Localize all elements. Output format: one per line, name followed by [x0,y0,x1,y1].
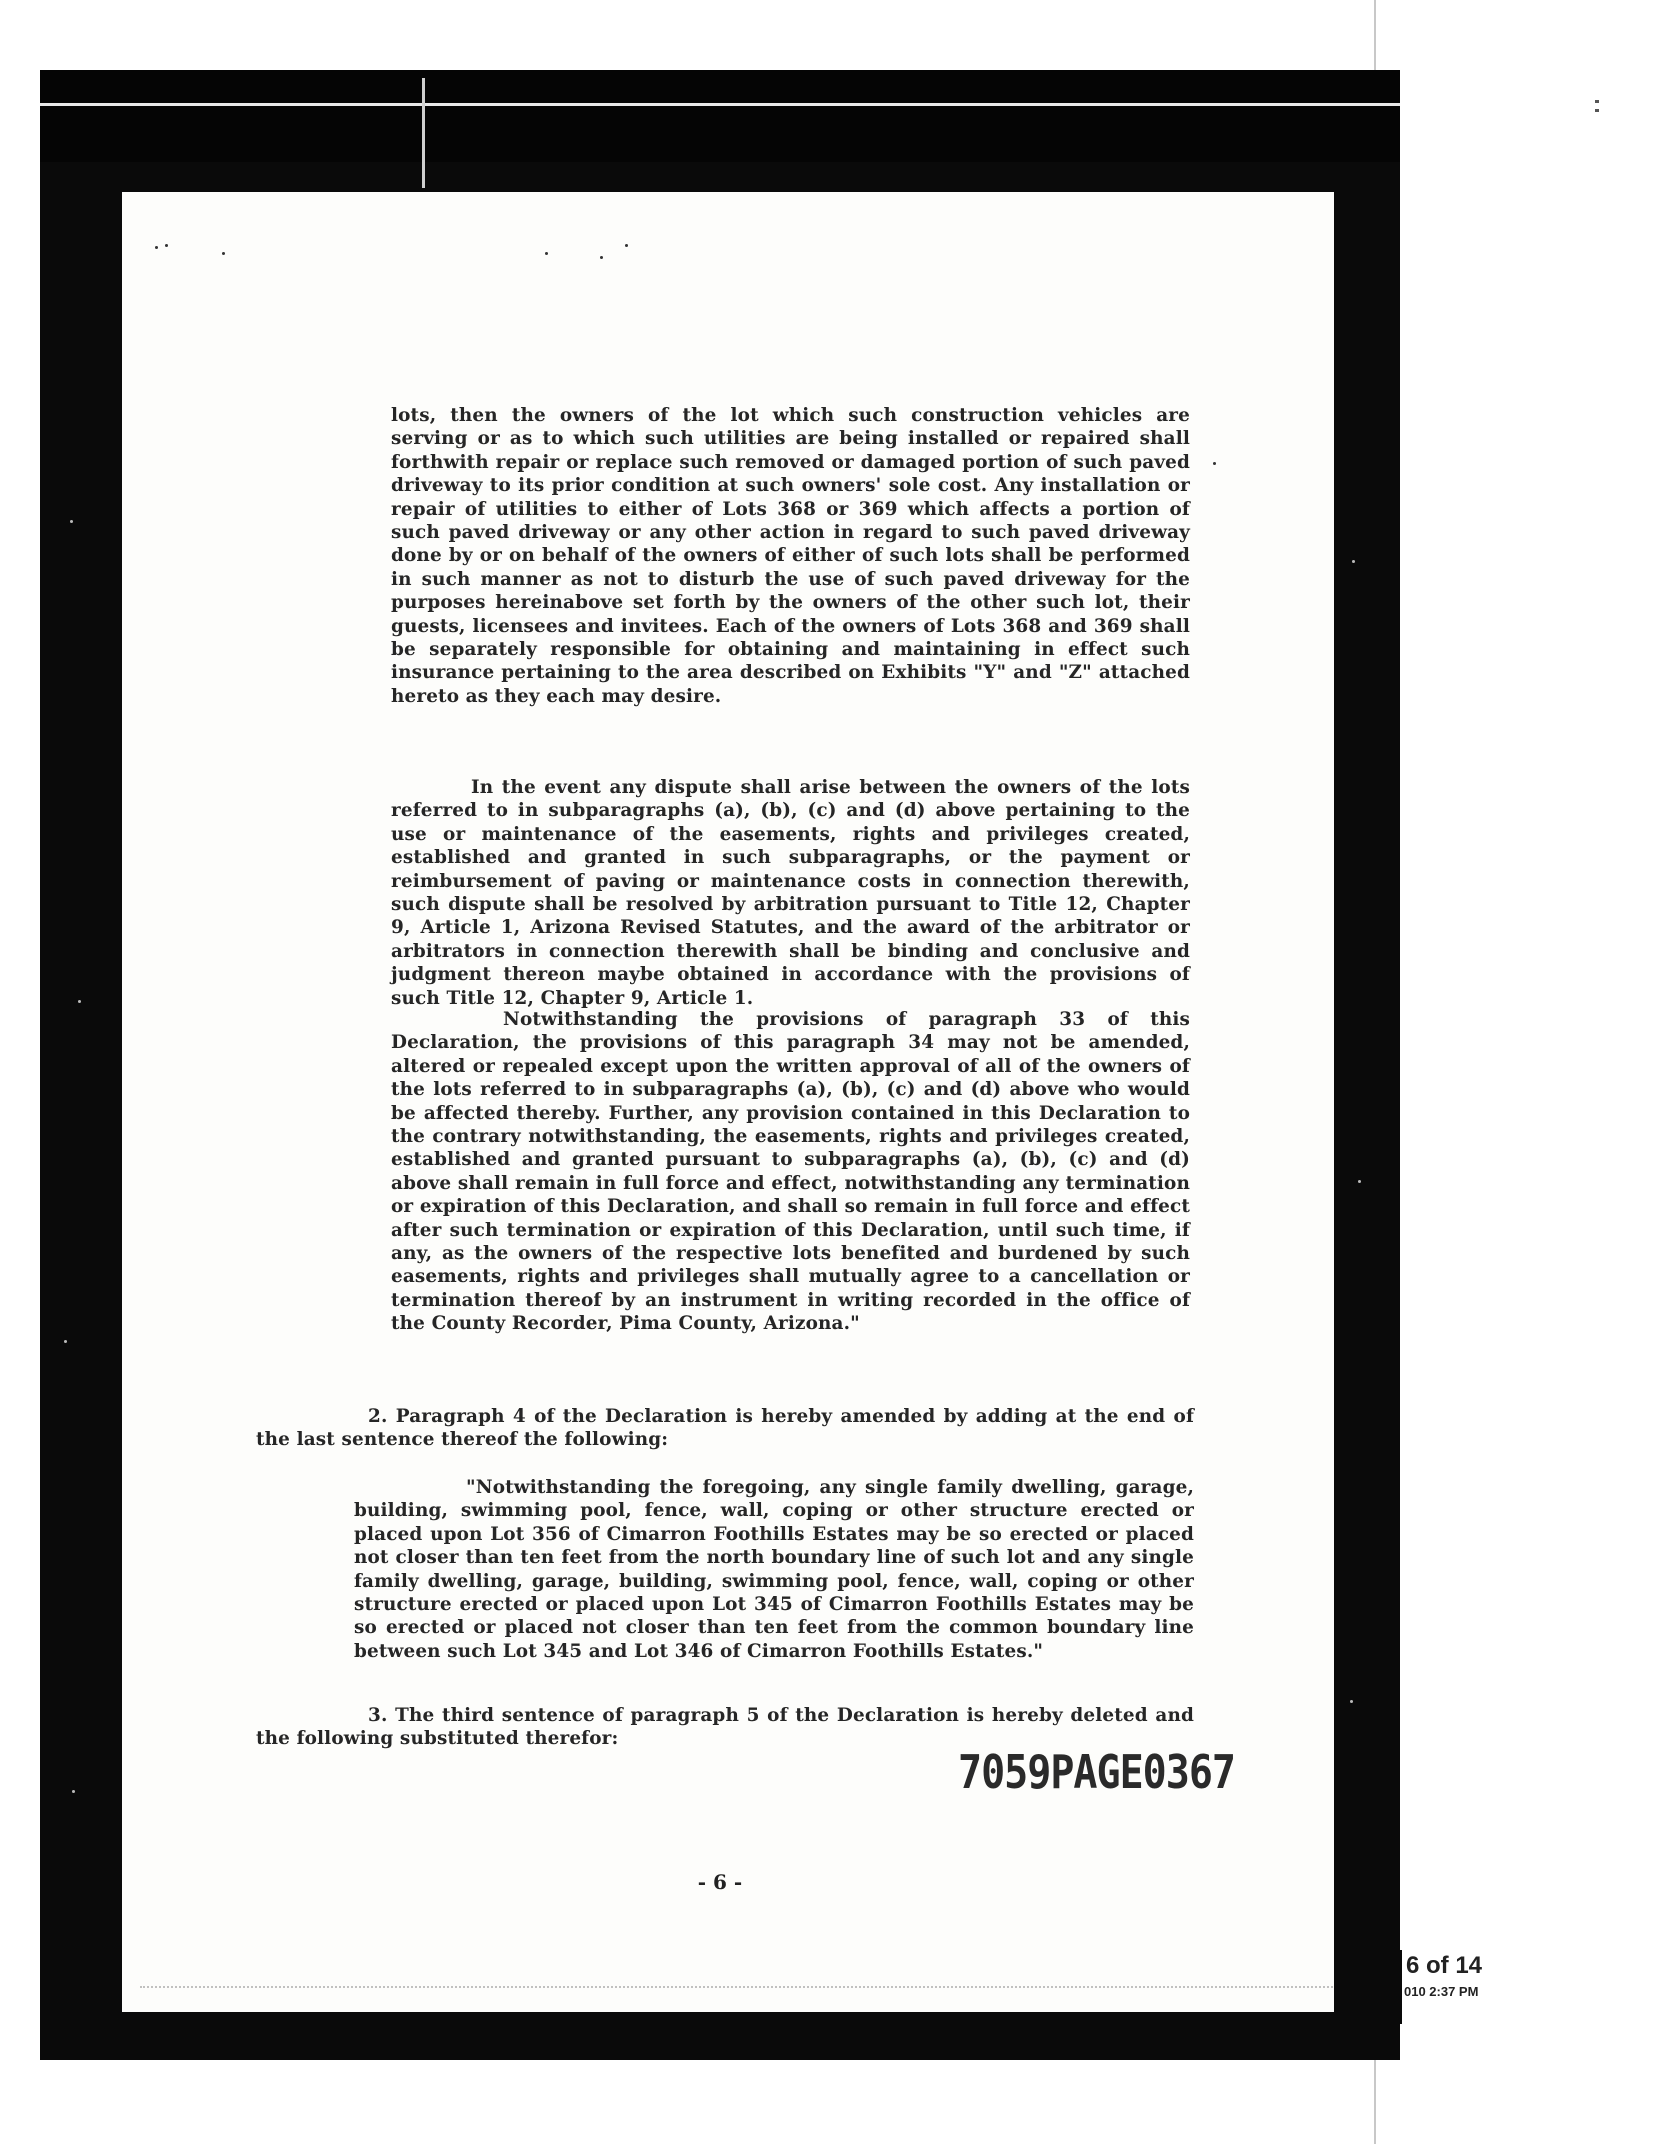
scan-vertical-line [422,78,425,188]
scan-top-bar [40,70,1400,162]
paragraph-dispute-arbitration: In the event any dispute shall arise between the owners of the lots referred to in subparagraphs (a), (b), (c) and (d) above pertaining to the use or maintenance of the easements, rights and privileges created, established and granted in such subparagraphs, or the payment or reimbursement of paving or maintenance costs in connection therewith, such dispute shall be resolved by arbitration pursuant to Title 12, Chapter 9, Article 1, Arizona Revised Statutes, and the award of the arbitrator or arbitrators in connection therewith shall be binding and conclusive and judgment thereon maybe obtained in accordance with the provisions of such Title 12, Chapter 9, Article 1. [391,777,1190,1009]
scan-speck [222,252,225,255]
recorder-book-page-stamp: 7059PAGE0367 [958,1746,1235,1800]
scan-noise [72,1790,75,1793]
page-counter-label: 6 of 14 [1406,1952,1483,1979]
scan-speck [625,244,628,247]
scan-noise [70,520,73,523]
paragraph-section-3: 3. The third sentence of paragraph 5 of the Declaration is hereby deleted and the following substituted therefor: [256,1705,1194,1750]
paragraph-notwithstanding: Notwithstanding the provisions of paragraph 33 of this Declaration, the provisions of this paragraph 34 may not be amended, altered or repealed except upon the written approval of all of the owners of the lots referred to in subparagraphs (a), (b), (c) and (d) above who would be affected thereby. Further, any provision contained in this Declaration to the contrary notwithstanding, the easements, rights and privileges created, established and granted pursuant to subparagraphs (a), (b), (c) and (d) above shall remain in full force and effect, notwithstanding any termination or expiration of this Declaration, and shall so remain in full force and effect after such termination or expiration of this Declaration, until such time, if any, as the owners of the respective lots benefited and burdened by such easements, rights and privileges shall mutually agree to a cancellation or termination thereof by an instrument in writing recorded in the office of the County Recorder, Pima County, Arizona." [391,1009,1190,1335]
page-number: - 6 - [697,1870,743,1894]
scan-noise [64,1340,67,1343]
scan-bottom-noise [140,1986,1340,1998]
scan-noise [78,1000,81,1003]
page-counter-overlap [1334,1950,1402,2024]
scan-speck [600,256,603,259]
page-counter [1334,1950,1504,2024]
scan-speck [155,246,158,249]
paragraph-section-2: 2. Paragraph 4 of the Declaration is hereby amended by adding at the end of the last sentence thereof the following: [256,1406,1194,1451]
paragraph-quoted-amendment: "Notwithstanding the foregoing, any single family dwelling, garage, building, swimming pool, fence, wall, coping or other structure erected or placed upon Lot 356 of Cimarron Foothills Estates may be so erected or placed not closer than ten feet from the north boundary line of such lot and any single family dwelling, garage, building, swimming pool, fence, wall, coping or other structure erected or placed upon Lot 345 of Cimarron Foothills Estates may be so erected or placed not closer than ten feet from the common boundary line between such Lot 345 and Lot 346 of Cimarron Foothills Estates." [354,1477,1194,1662]
scan-noise [1358,1180,1361,1183]
scan-top-line [40,103,1400,106]
paragraph-easement-repair: lots, then the owners of the lot which such construction vehicles are serving or as to which such utilities are being installed or repaired shall forthwith repair or replace such removed or damaged portion of such paved driveway to its prior condition at such owners' sole cost. Any installation or repair of utilities to either of Lots 368 or 369 which affects a portion of such paved driveway or any other action in regard to such paved driveway done by or on behalf of the owners of either of such lots shall be performed in such manner as not to disturb the use of such paved driveway for the purposes hereinabove set forth by the owners of the other such lot, their guests, licensees and invitees. Each of the owners of Lots 368 and 369 shall be separately responsible for obtaining and maintaining in effect such insurance pertaining to the area described on Exhibits "Y" and "Z" attached hereto as they each may desire. [391,405,1190,707]
scan-noise [1350,1700,1353,1703]
scan-speck [545,252,548,255]
scan-speck [165,244,168,247]
scan-noise [1352,560,1355,563]
margin-marks [1595,100,1599,122]
print-timestamp: 010 2:37 PM [1404,1984,1479,1999]
scan-speck [1213,462,1216,465]
